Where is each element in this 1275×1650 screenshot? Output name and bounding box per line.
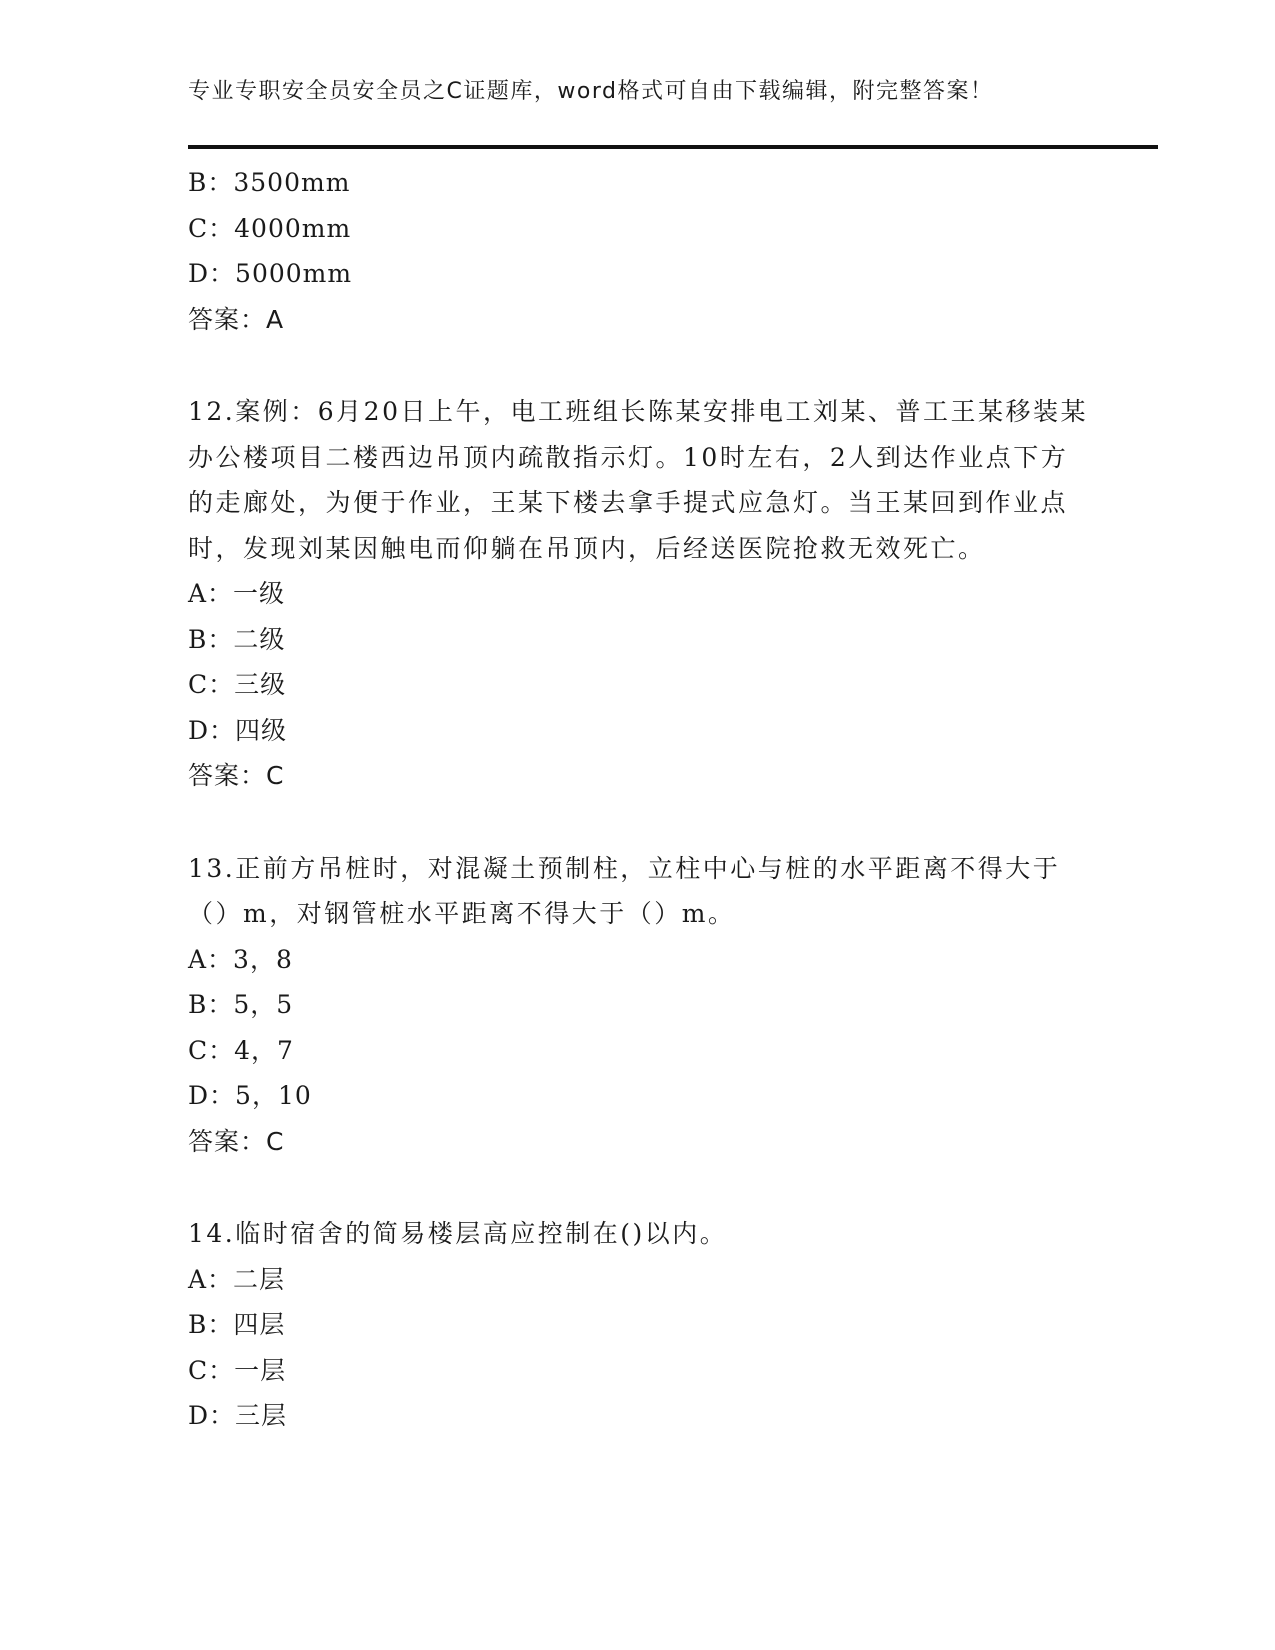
option-d: D：三层 (188, 1401, 288, 1430)
answer-line: 答案：C (188, 761, 285, 790)
question-stem: 14.临时宿舍的简易楼层高应控制在()以内。 (188, 1219, 728, 1248)
question-stem: 12.案例：6月20日上午，电工班组长陈某安排电工刘某、普工王某移装某办公楼项目二楼西边吊顶内疏散指示灯。10时左右，2人到达作业点下方的走廊处，为便于作业，王某下楼去拿手提式应急灯。当王某回到作业点时，发现刘某因触电而仰躺在吊顶内，后经送医院抢救无效死亡。 (188, 397, 1088, 563)
document-body (188, 160, 1088, 1439)
header-rule (188, 145, 1158, 149)
option-b: B：5，5 (188, 990, 294, 1019)
option-c: C：三级 (188, 670, 287, 699)
option-a: A：一级 (188, 579, 286, 608)
option-b: B：3500mm (188, 168, 351, 197)
previous-question-tail (188, 160, 1088, 342)
option-a: A：二层 (188, 1264, 286, 1294)
option-a: A：3，8 (188, 944, 293, 974)
option-c: C：4000mm (188, 213, 352, 243)
question-14 (188, 1211, 1088, 1439)
option-b: B：二级 (188, 624, 286, 654)
question-stem: 13.正前方吊桩时，对混凝土预制柱，立柱中心与桩的水平距离不得大于（）m，对钢管桩水平距离不得大于（）m。 (188, 853, 1061, 928)
option-d: D：5000mm (188, 259, 353, 288)
option-d: D：5，10 (188, 1081, 312, 1110)
page-header: 专业专职安全员安全员之C证题库，word格式可自由下载编辑，附完整答案！ (188, 79, 994, 104)
answer-line: 答案：A (188, 304, 285, 334)
question-12 (188, 389, 1088, 799)
option-c: C：4，7 (188, 1035, 294, 1065)
option-c: C：一层 (188, 1355, 287, 1385)
answer-line: 答案：C (188, 1126, 285, 1156)
question-13 (188, 846, 1088, 1165)
option-d: D：四级 (188, 715, 288, 745)
option-b: B：四层 (188, 1310, 286, 1339)
